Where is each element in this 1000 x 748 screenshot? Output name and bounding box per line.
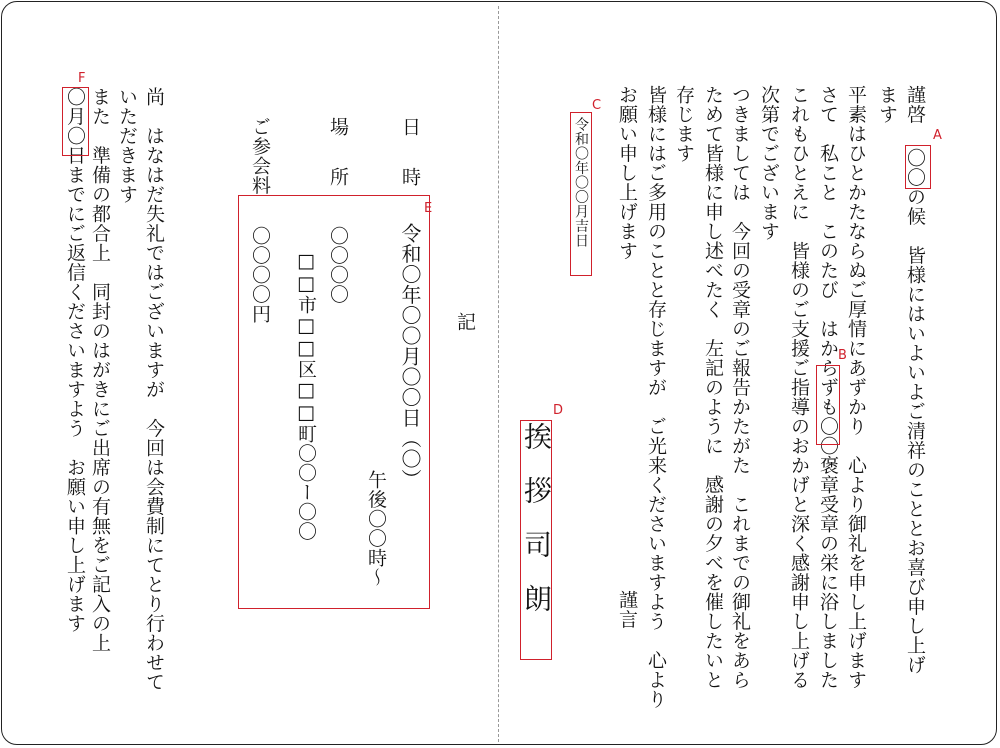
marker-c: C [592,98,602,113]
postscript-line-1: 尚 はなはだ失礼ではございますが 今回は会費制にてとり行わせて [143,87,165,692]
event-date: 令和〇年〇〇月〇〇日（〇） [398,223,422,490]
marker-e: E [424,201,433,216]
highlight-box-c [570,112,592,276]
letter-line-3: 平素はひとかたならぬご厚情にあずかり 心より御礼を申し上げます [845,85,867,690]
venue-name: 〇〇〇〇 [327,226,349,304]
event-time: 午後〇〇時～ [365,470,387,587]
label-datetime: 日 時 [399,117,421,192]
letter-line-9: 存じます [673,85,695,163]
marker-f: F [78,71,86,86]
marker-d: D [553,403,564,418]
highlight-box-a [905,145,931,189]
letter-line-1 [905,85,924,124]
highlight-box-d [520,420,552,660]
letter-line-5: これもひとえに 皆様のご支援ご指導のおかげと深く感謝申し上げる [788,85,810,690]
postscript-line-3: また 準備の都合上 同封のはがきにご出席の有無をご記入の上 [89,87,111,653]
marker-b: B [838,348,847,363]
greeting-opening: 謹啓 [904,85,926,124]
letter-line-4: さて 私こと このたび はからずも〇〇褒章受章の栄に浴しました [817,85,839,690]
closing-kingen: 謹言 [616,590,638,629]
highlight-box-b [816,365,840,445]
postscript-line-4: 〇月〇日までにご返信くださいますよう お願い申し上げます [64,87,86,633]
highlight-box-e [238,195,433,609]
marker-a: A [933,128,942,143]
fee-amount: 〇〇〇〇円 [249,226,271,324]
details-heading: 記 [454,312,476,332]
postscript-line-2: いただきます [116,87,138,204]
label-fee: ご参会料 [249,117,271,195]
letter-line-8: ためて皆様に申し述べたく 左記のように 感謝の夕べを催したいと [702,85,724,690]
letter-line-10: 皆様にはご多用のことと存じますが ご光来くださいますよう 心より [645,85,667,709]
letter-line-7: つきましては 今回の受章のご報告かたがた これまでの御礼をあら [729,85,751,690]
award-name: 〇〇褒章 [817,416,839,495]
venue-address: □□市□□区□□町〇〇ー〇〇 [295,250,317,541]
letter-line-6: 次第でございます [758,85,780,241]
season-placeholder: 〇〇 [904,148,926,187]
fold-line [498,6,499,742]
sender-name: 挨拶司朗 [520,422,553,638]
date-line: 令和〇年〇〇月吉日 [573,117,589,248]
letter-line-11: お願い申し上げます [616,85,638,261]
letter-line-1-rest: 〇〇の候 皆様にはいよいよご清祥のこととお喜び申し上げ [904,148,926,675]
letter-line-2: ます [876,85,898,124]
highlight-box-f [62,87,89,156]
label-venue: 場 所 [327,117,349,192]
